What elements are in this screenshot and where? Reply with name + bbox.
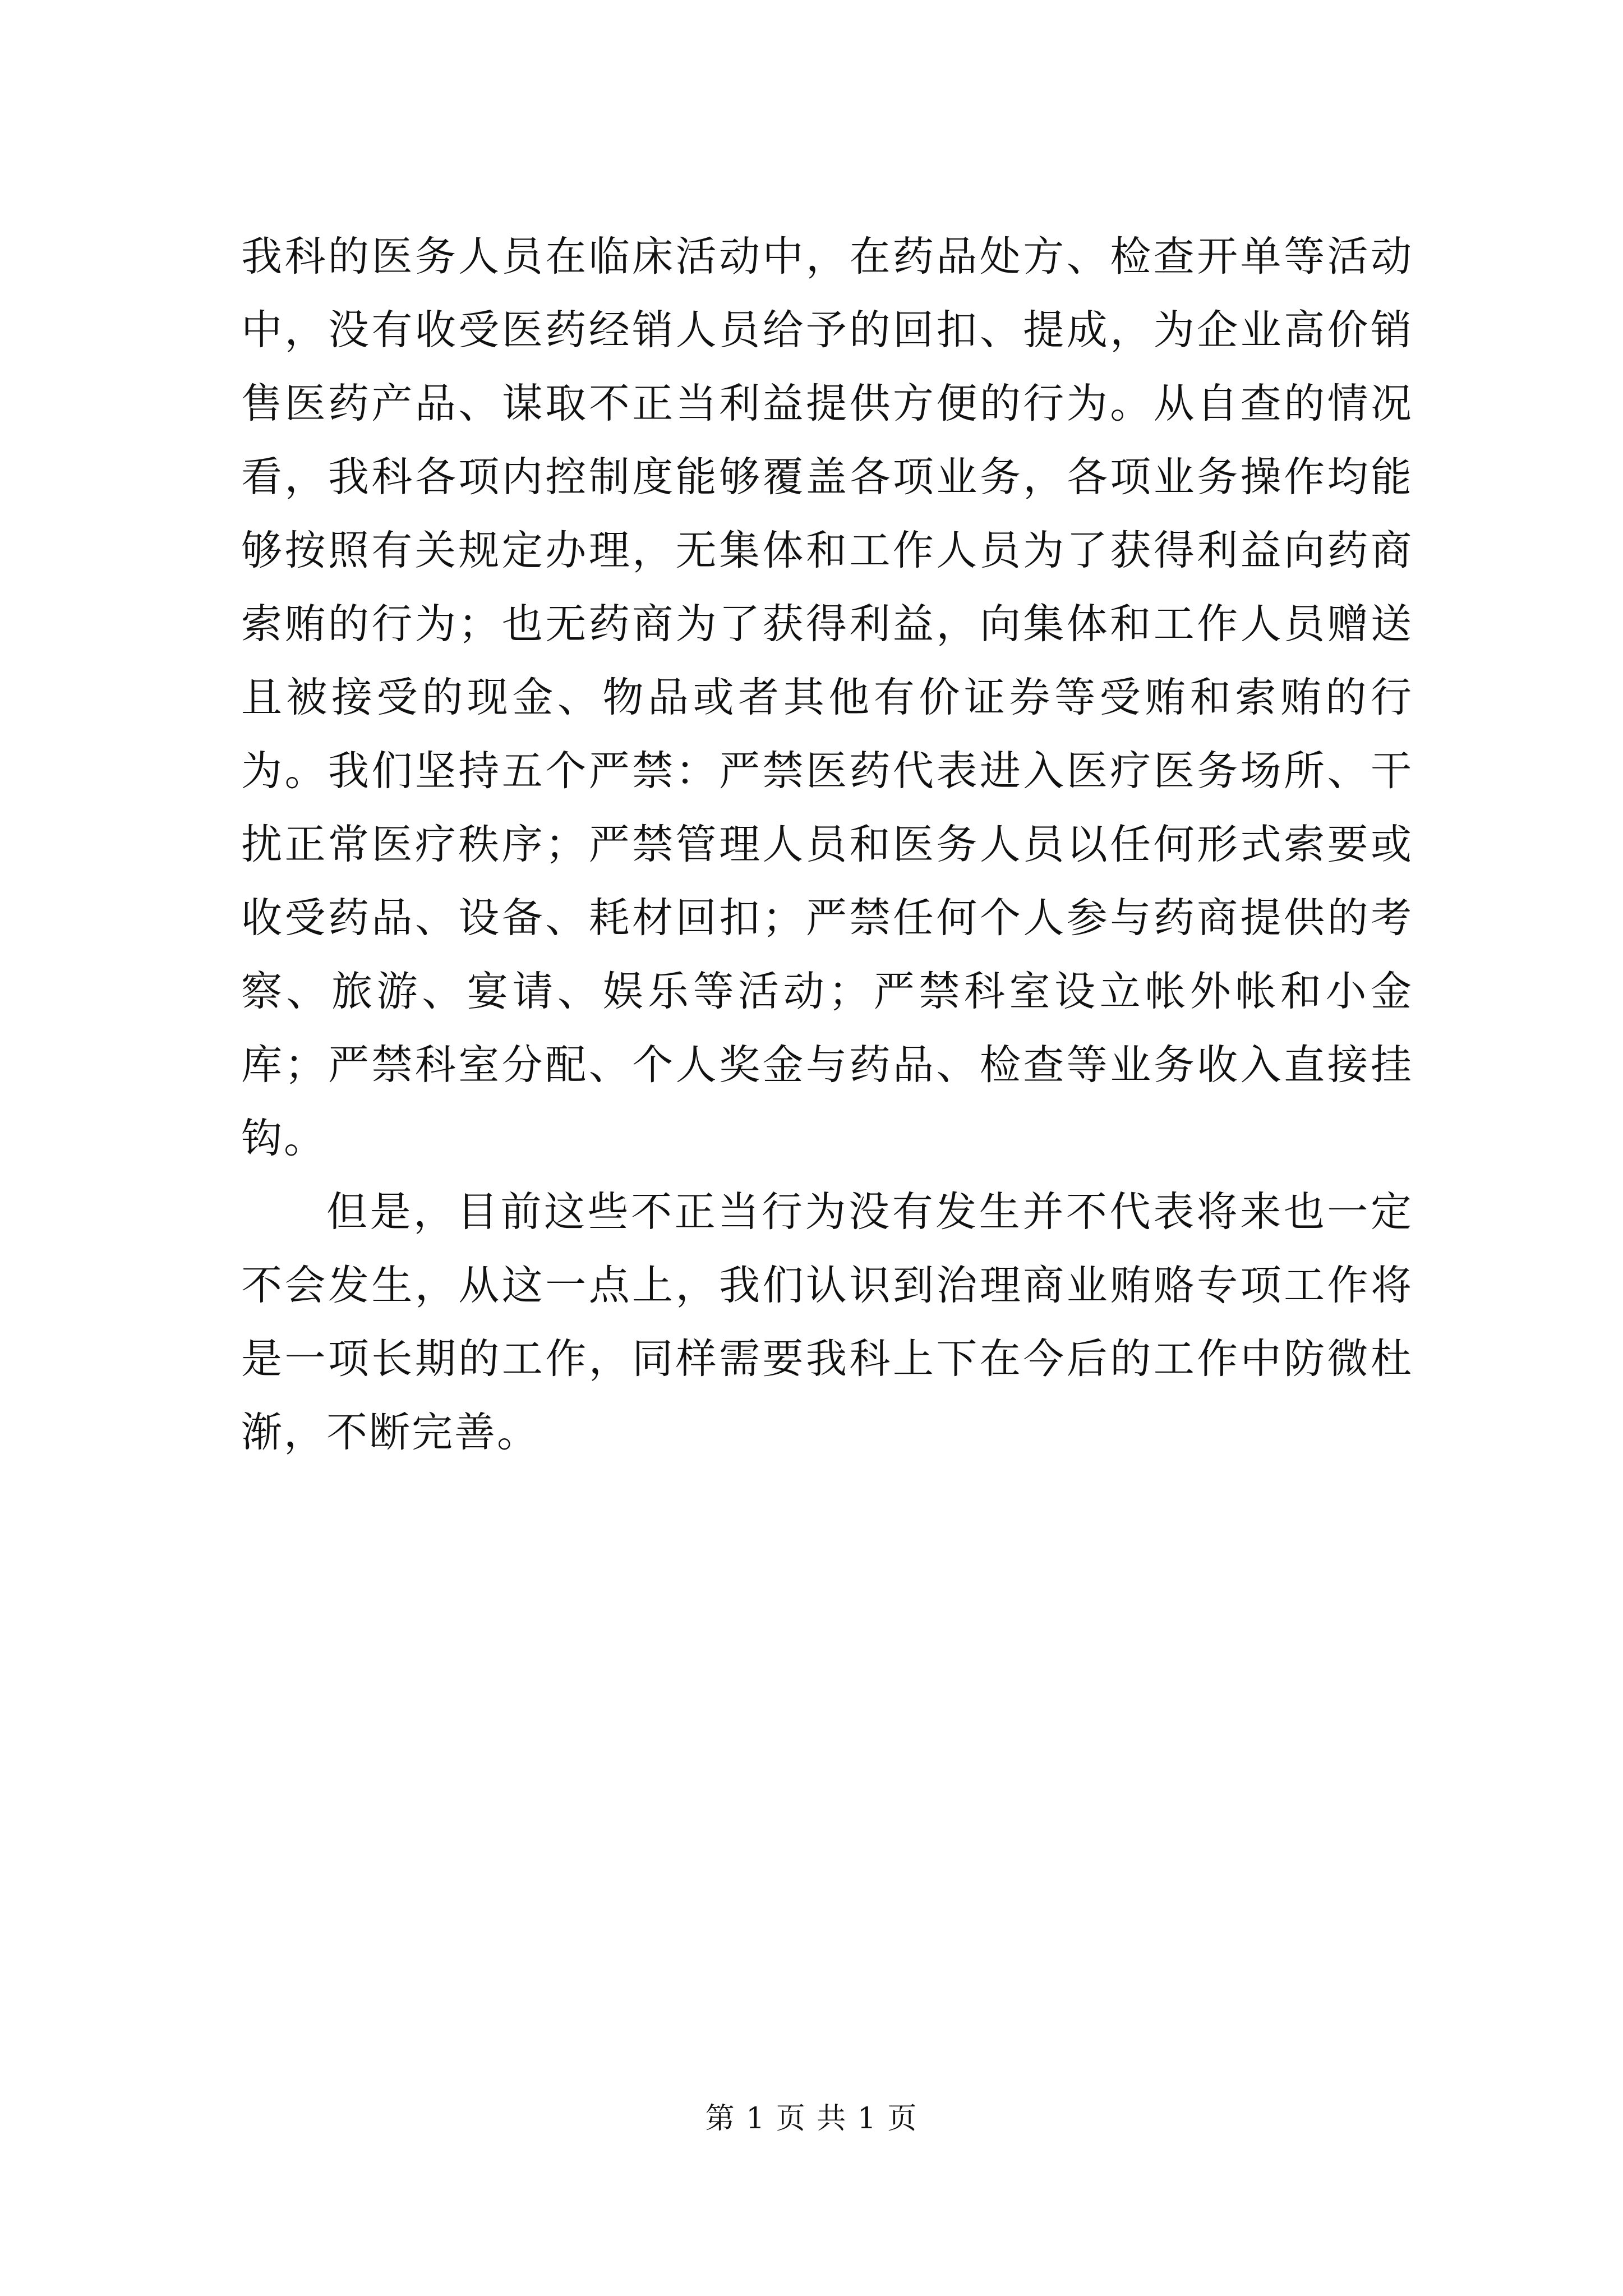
page-footer: 第 1 页 共 1 页 xyxy=(705,2102,918,2136)
document-body xyxy=(241,220,1413,1469)
paragraph-1: 我科的医务人员在临床活动中，在药品处方、检查开单等活动中，没有收受医药经销人员给予的回扣、提成，为企业高价销售医药产品、谋取不正当利益提供方便的行为。从自查的情况看，我科各项内控制度能够覆盖各项业务，各项业务操作均能够按照有关规定办理，无集体和工作人员为了获得利益向药商索贿的行为；也无药商为了获得利益，向集体和工作人员赠送且被接受的现金、物品或者其他有价证券等受贿和索贿的行为。我们坚持五个严禁：严禁医药代表进入医疗医务场所、干扰正常医疗秩序；严禁管理人员和医务人员以任何形式索要或收受药品、设备、耗材回扣；严禁任何个人参与药商提供的考察、旅游、宴请、娱乐等活动；严禁科室设立帐外帐和小金库；严禁科室分配、个人奖金与药品、检查等业务收入直接挂钩。 xyxy=(241,233,1413,1162)
paragraph-2: 但是，目前这些不正当行为没有发生并不代表将来也一定不会发生，从这一点上，我们认识到治理商业贿赂专项工作将是一项长期的工作，同样需要我科上下在今后的工作中防微杜渐，不断完善。 xyxy=(241,1188,1413,1456)
